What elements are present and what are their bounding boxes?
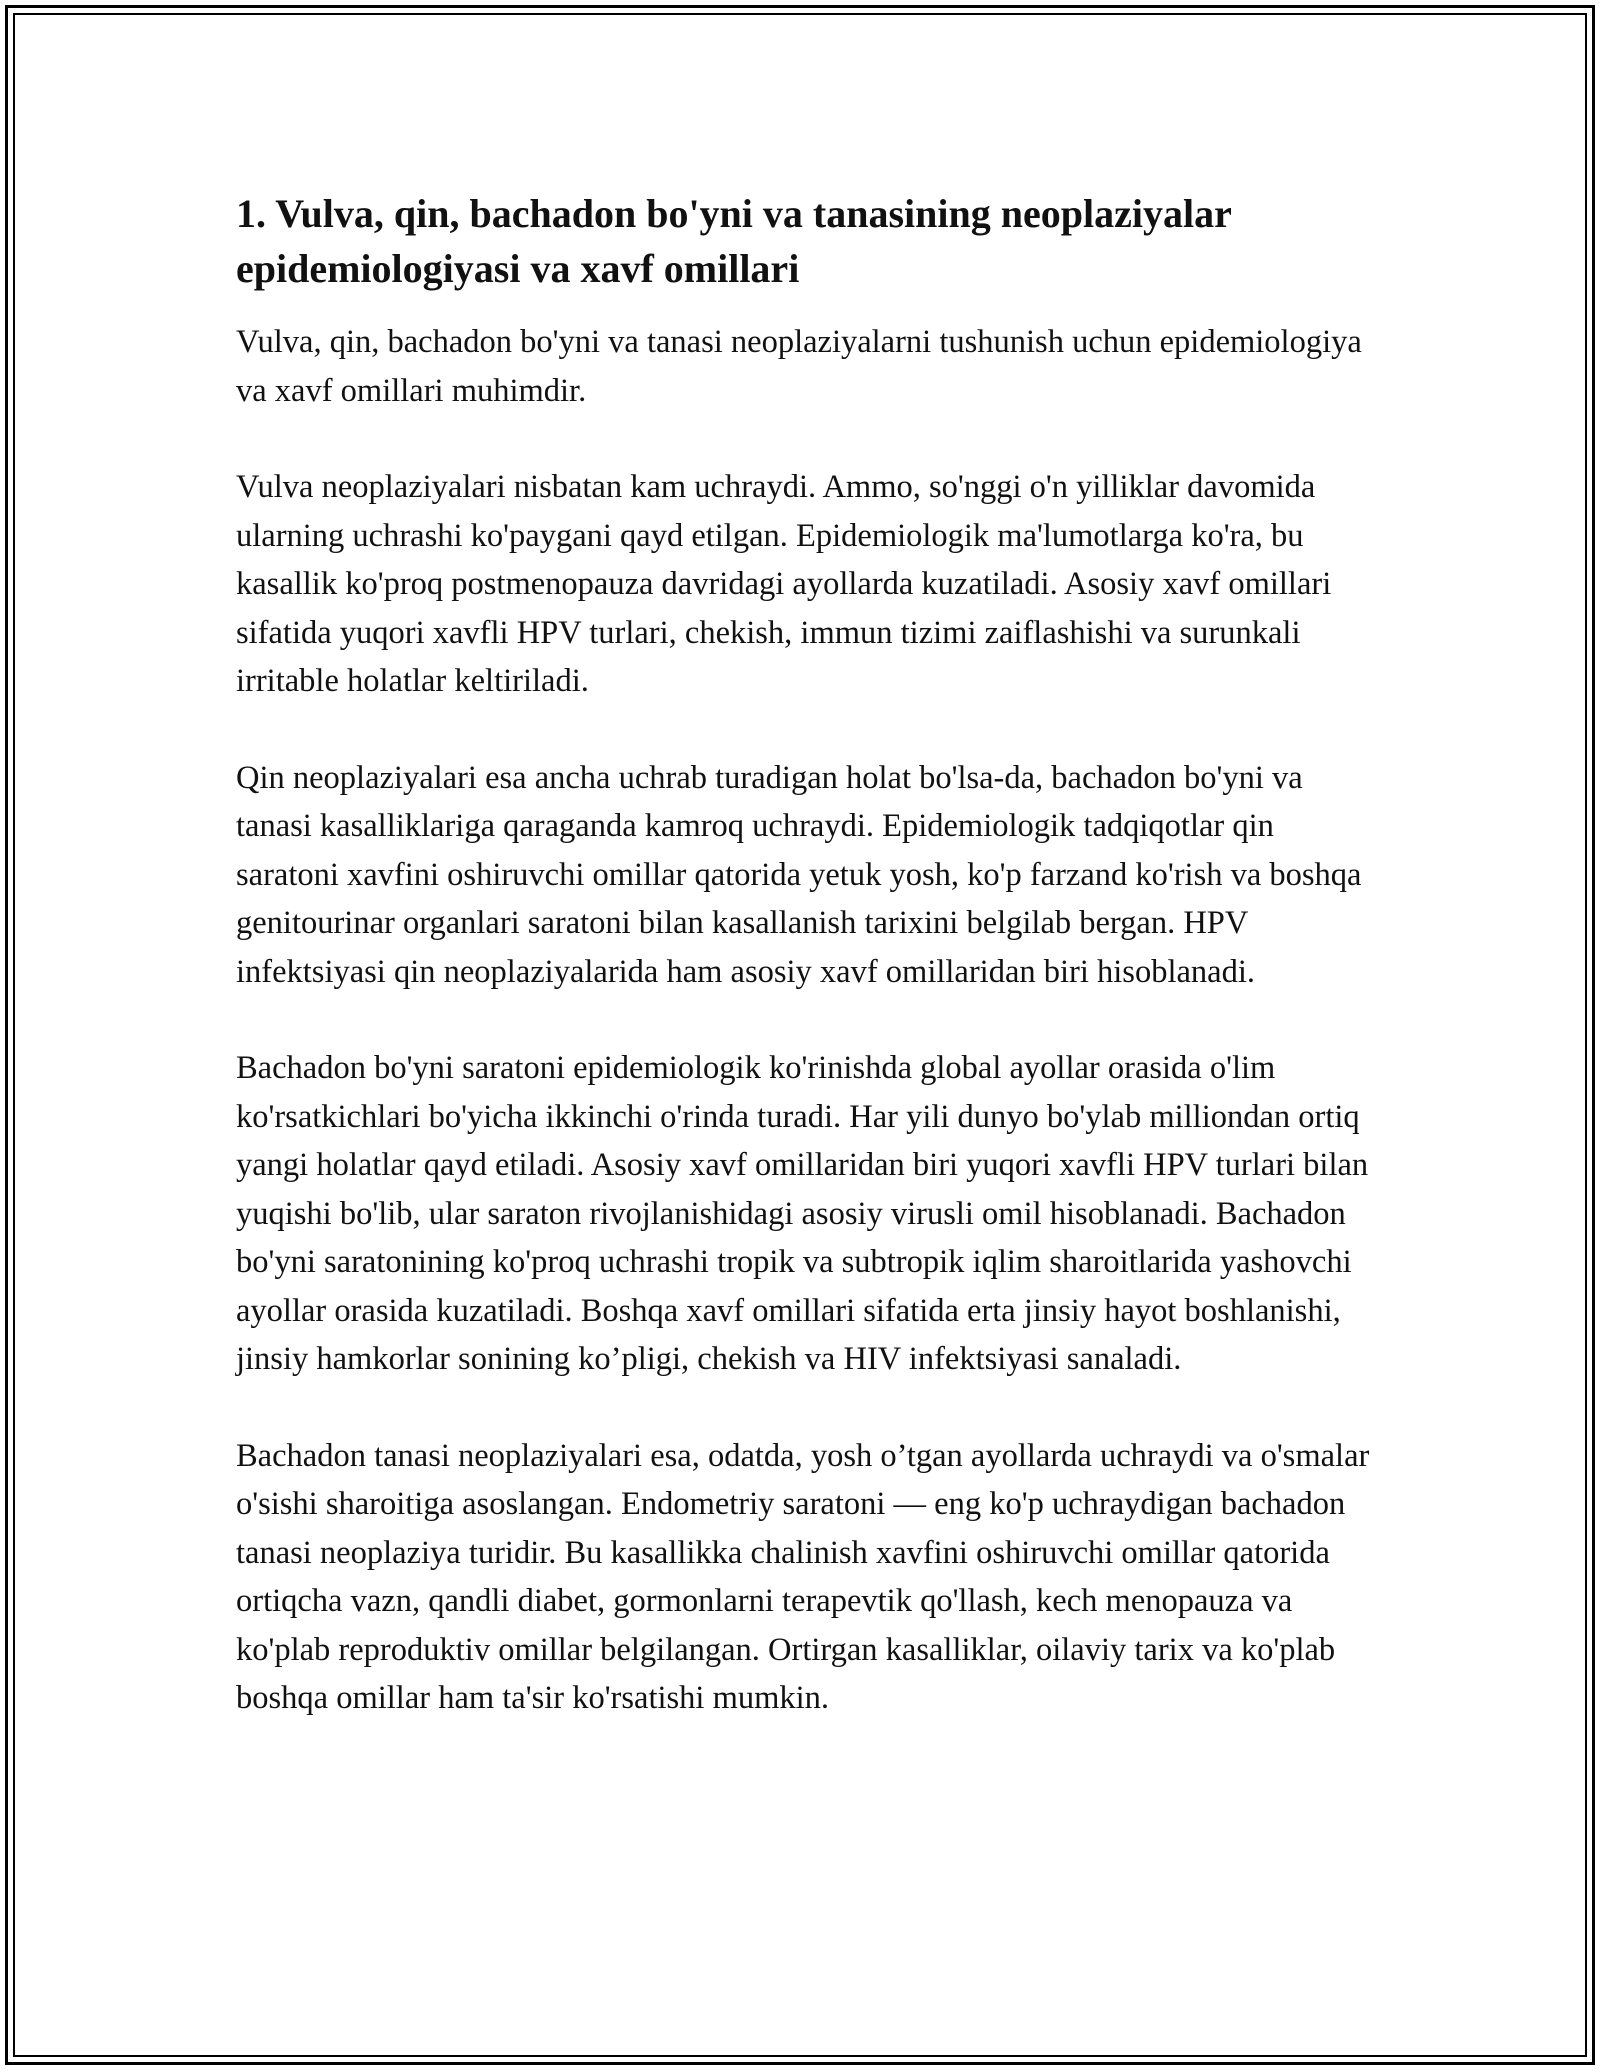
paragraph-cervix: Bachadon bo'yni saratoni epidemiologik ko'rinishda global ayollar orasida o'lim ko'rsatkichlari bo'yicha ikkinchi o'rinda turadi. Har yili dunyo bo'ylab milliondan ortiq yangi holatlar qayd etiladi. Asosiy xavf omillaridan biri yuqori xavfli HPV turlari bilan yuqishi bo'lib, ular saraton rivojlanishidagi asosiy virusli omil hisoblanadi. Bachadon bo'yni saratonining ko'proq uchrashi tropik va subtropik iqlim sharoitlarida yashovchi ayollar orasida kuzatiladi. Boshqa xavf omillari sifatida erta jinsiy hayot boshlanishi, jinsiy hamkorlar sonining ko’pligi, chekish va HIV infektsiyasi sanaladi. (236, 1050, 1369, 1377)
document-body (236, 186, 1376, 1723)
paragraph-vulva: Vulva neoplaziyalari nisbatan kam uchraydi. Ammo, so'nggi o'n yilliklar davomida ularning uchrashi ko'paygani qayd etilgan. Epidemiologik ma'lumotlarga ko'ra, bu kasallik ko'proq postmenopauza davridagi ayollarda kuzatiladi. Asosiy xavf omillari sifatida yuqori xavfli HPV turlari, chekish, immun tizimi zaiflashishi va surunkali irritable holatlar keltiriladi. (236, 469, 1332, 699)
paragraph-uterine-body: Bachadon tanasi neoplaziyalari esa, odatda, yosh o’tgan ayollarda uchraydi va o'smalar o'sishi sharoitiga asoslangan. Endometriy saratoni — eng ko'p uchraydigan bachadon tanasi neoplaziya turidir. Bu kasallikka chalinish xavfini oshiruvchi omillar qatorida ortiqcha vazn, qandli diabet, gormonlarni terapevtik qo'llash, kech menopauza va ko'plab reproduktiv omillar belgilangan. Ortirgan kasalliklar, oilaviy tarix va ko'plab boshqa omillar ham ta'sir ko'rsatishi mumkin. (236, 1437, 1370, 1716)
section-title: 1. Vulva, qin, bachadon bo'yni va tanasining neoplaziyalar epidemiologiyasi va xavf omillari (236, 191, 1232, 291)
paragraph-vagina: Qin neoplaziyalari esa ancha uchrab turadigan holat bo'lsa-da, bachadon bo'yni va tanasi kasalliklariga qaraganda kamroq uchraydi. Epidemiologik tadqiqotlar qin saratoni xavfini oshiruvchi omillar qatorida yetuk yosh, ko'p farzand ko'rish va boshqa genitourinar organlari saratoni bilan kasallanish tarixini belgilab bergan. HPV infektsiyasi qin neoplaziyalarida ham asosiy xavf omillaridan biri hisoblanadi. (236, 759, 1362, 990)
paragraph-intro: Vulva, qin, bachadon bo'yni va tanasi neoplaziyalarni tushunish uchun epidemiologiya va xavf omillari muhimdir. (236, 324, 1362, 409)
